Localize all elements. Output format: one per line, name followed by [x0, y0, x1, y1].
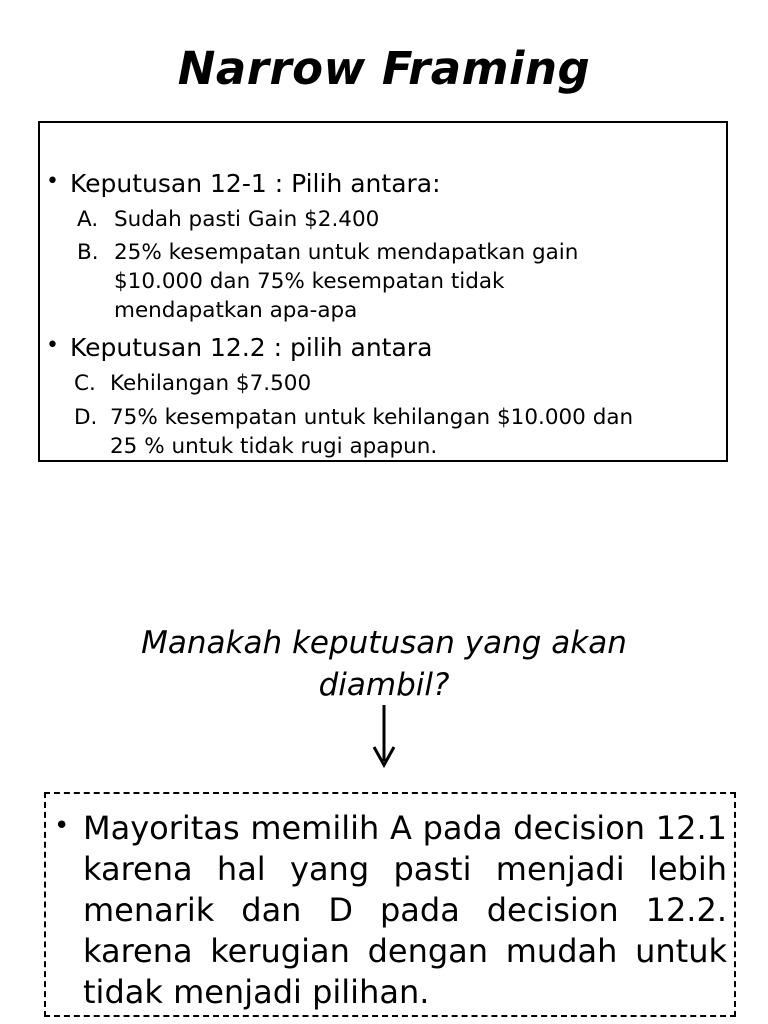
arrow-down-icon	[368, 703, 400, 769]
bullet-icon: •	[54, 811, 70, 841]
answer-text: Mayoritas memilih A pada decision 12.1 karena hal yang pasti menjadi lebih menarik dan D pada decision 12.2. karena kerugian dengan mudah untuk tidak menjadi pilihan.	[83, 809, 727, 1011]
decisions-box: • Keputusan 12-1 : Pilih antara: A. Sudah pasti Gain $2.400 B. 25% kesempatan untuk mendapatkan gain $10.000 dan 75% kesempatan tidak mendapatkan apa-apa • Keputusan 12.2 : pilih antara C. Kehilangan $7.500 D. 75% kesempatan untuk kehilangan $10.000 dan 25 % untuk tidak rugi apapun.	[38, 121, 728, 462]
answer-box	[44, 792, 736, 1017]
bullet-icon: •	[46, 333, 59, 358]
slide-title: Narrow Framing	[177, 42, 591, 95]
bullet-icon: •	[46, 169, 59, 194]
question-text: Manakah keputusan yang akan diambil?	[141, 625, 627, 703]
